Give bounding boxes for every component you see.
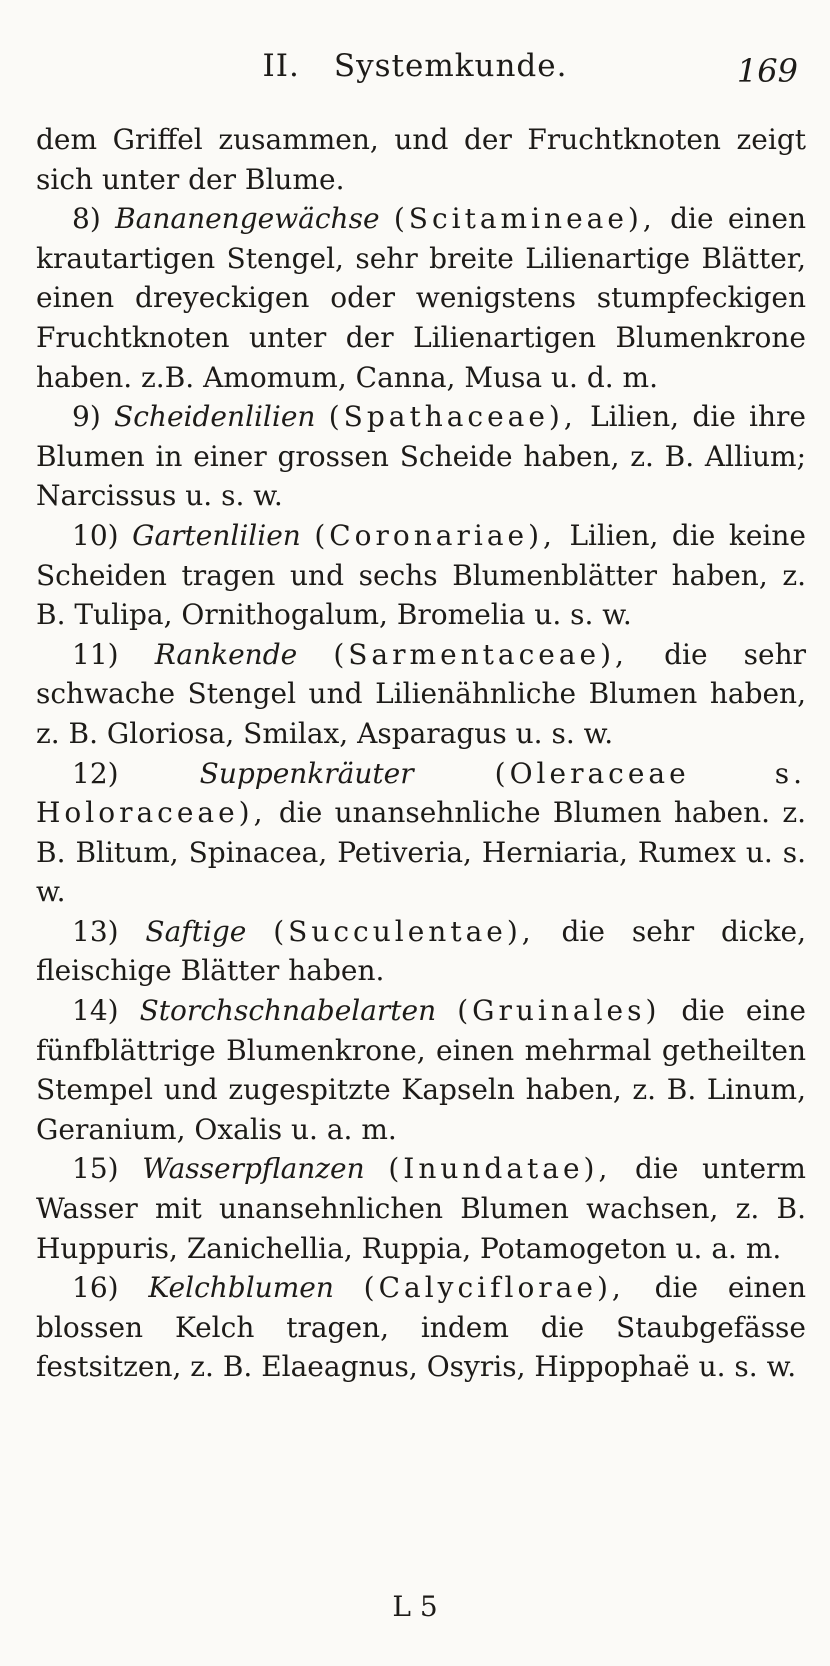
entry-16: [36, 1268, 806, 1387]
entry-10: [36, 516, 806, 635]
signature-mark: L 5: [392, 1590, 438, 1623]
entry-latin-name: (Spathaceae),: [328, 400, 577, 434]
entry-term: Bananengewächse: [115, 202, 380, 236]
entry-latin-name: (Sarmentaceae),: [333, 637, 628, 671]
entry-number: 12): [72, 756, 119, 790]
entry-latin-name: (Calyciflorae),: [363, 1271, 625, 1305]
entry-description: die einen blossen Kelch tragen, indem die Staubgefässe festsitzen, z. B. Elaeagnus, Osyris, Hippophaë u. s. w.: [36, 1271, 807, 1384]
running-header: [0, 42, 830, 102]
entry-latin-name: (Inundatae),: [388, 1152, 612, 1186]
intro-paragraph: dem Griffel zusammen, und der Fruchtknoten zeigt sich unter der Blume.: [36, 123, 806, 196]
entry-latin-name: (Succulentae),: [273, 914, 535, 948]
entry-15: [36, 1149, 806, 1268]
entry-description: die sehr dicke, fleischige Blätter haben.: [36, 914, 807, 988]
entry-term: Wasserpflanzen: [142, 1152, 365, 1186]
entry-term: Gartenlilien: [132, 518, 301, 552]
entry-term: Suppenkräuter: [199, 756, 414, 790]
entry-12: [36, 754, 806, 912]
entry-9: [36, 397, 806, 516]
entry-number: 9): [72, 400, 101, 434]
entry-8: [36, 199, 806, 397]
entry-11: [36, 635, 806, 754]
entry-latin-name: (Gruinales): [457, 994, 661, 1028]
entry-number: 8): [72, 202, 101, 236]
entry-13: [36, 912, 806, 991]
page-number: 169: [736, 52, 798, 90]
entry-term: Kelchblumen: [148, 1271, 334, 1305]
entry-term: Rankende: [154, 637, 298, 671]
header-center: [0, 48, 830, 84]
chapter-number: II.: [262, 48, 300, 84]
entry-description: die unterm Wasser mit unansehnlichen Blumen wachsen, z. B. Huppuris, Zanichellia, Ruppia, Potamogeton u. a. m.: [36, 1152, 806, 1265]
entry-14: [36, 991, 806, 1149]
entry-number: 15): [72, 1152, 119, 1186]
entry-number: 14): [72, 994, 119, 1028]
entry-number: 11): [72, 637, 119, 671]
entry-latin-name: (Scitamineae),: [393, 202, 656, 236]
entry-term: Storchschnabelarten: [139, 994, 437, 1028]
entry-number: 16): [72, 1271, 119, 1305]
entry-description: die eine fünfblättrige Blumenkrone, einen mehrmal getheilten Stempel und zugespitzte Kapseln haben, z. B. Linum, Geranium, Oxalis u. a. m.: [36, 994, 807, 1146]
entry-description: Lilien, die keine Scheiden tragen und sechs Blumenblätter haben, z. B. Tulipa, Ornithogalum, Bromelia u. s. w.: [36, 518, 806, 632]
entry-number: 10): [72, 518, 119, 552]
chapter-title: Systemkunde.: [333, 48, 568, 84]
entry-description: Lilien, die ihre Blumen in einer grossen Scheide haben, z. B. Allium; Narcissus u. s. w.: [36, 400, 806, 513]
entry-description: die sehr schwache Stengel und Lilienähnliche Blumen haben, z. B. Gloriosa, Smilax, Asparagus u. s. w.: [36, 637, 806, 750]
body-text: [36, 120, 806, 1387]
entry-term: Scheidenlilien: [114, 400, 316, 434]
entry-description: die unansehnliche Blumen haben. z. B. Blitum, Spinacea, Petiveria, Herniaria, Rumex u. s. w.: [36, 796, 806, 909]
entry-latin-name: (Coronariae),: [314, 518, 556, 552]
entry-latin-name: (Oleraceae s. Holoraceae),: [36, 756, 807, 830]
entry-term: Saftige: [145, 914, 247, 948]
entry-number: 13): [72, 914, 119, 948]
entry-description: die einen krautartigen Stengel, sehr breite Lilienartige Blätter, einen dreyeckigen oder wenigstens stumpfeckigen Fruchtknoten unter der Lilienartigen Blumenkrone haben. z.B. Amomum, Canna, Musa u. d. m.: [36, 202, 807, 394]
